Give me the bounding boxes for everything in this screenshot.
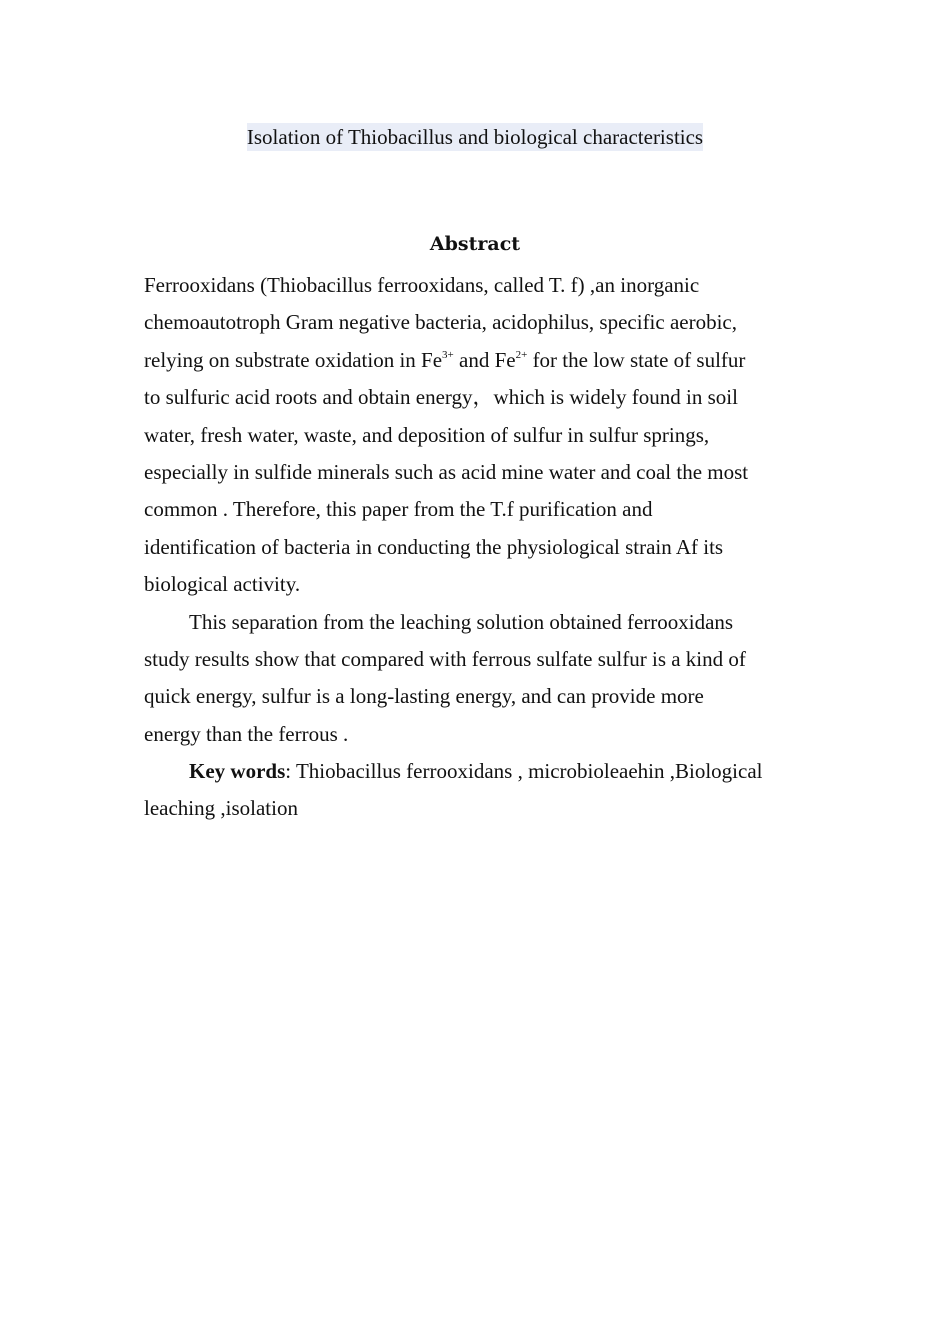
document-title-text: Isolation of Thiobacillus and biological characteristics	[246, 125, 704, 149]
superscript-charge: 2+	[515, 348, 528, 361]
text-fragment: relying on substrate oxidation in Fe	[144, 347, 443, 372]
abstract-paragraph-1	[144, 267, 814, 604]
text-fragment: and Fe	[453, 347, 516, 372]
abstract-paragraph-2	[144, 604, 814, 754]
text-line: common . Therefore, this paper from the T.f purification and	[144, 497, 653, 522]
text-line: biological activity.	[144, 572, 301, 597]
text-line: This separation from the leaching solution obtained ferrooxidans	[189, 609, 734, 634]
keywords-list: : Thiobacillus ferrooxidans , microbioleaehin ,Biological	[285, 759, 763, 784]
text-line	[144, 753, 814, 790]
keywords-paragraph	[144, 753, 814, 828]
superscript-charge: 3+	[442, 348, 454, 361]
text-fragment: for the low state of sulfur	[527, 347, 746, 372]
keywords-label: Key words	[189, 759, 286, 784]
abstract-heading: Abstract	[429, 233, 521, 255]
abstract-body	[144, 267, 814, 828]
document-title	[0, 122, 950, 152]
text-line: identification of bacteria in conducting the physiological strain Af its	[144, 534, 724, 559]
text-line: leaching ,isolation	[144, 796, 298, 821]
text-line: water, fresh water, waste, and deposition of sulfur in sulfur springs,	[144, 422, 710, 447]
text-line: energy than the ferrous .	[144, 721, 349, 746]
text-line: chemoautotroph Gram negative bacteria, acidophilus, specific aerobic,	[144, 310, 738, 335]
text-line: to sulfuric acid roots and obtain energy，which is widely found in soil	[144, 385, 738, 410]
text-line	[144, 342, 814, 379]
text-line: quick energy, sulfur is a long-lasting energy, and can provide more	[144, 684, 704, 709]
text-line: study results show that compared with ferrous sulfate sulfur is a kind of	[144, 646, 746, 671]
text-line: especially in sulfide minerals such as acid mine water and coal the most	[144, 459, 749, 484]
text-line: Ferrooxidans (Thiobacillus ferrooxidans, called T. f) ,an inorganic	[144, 273, 700, 297]
